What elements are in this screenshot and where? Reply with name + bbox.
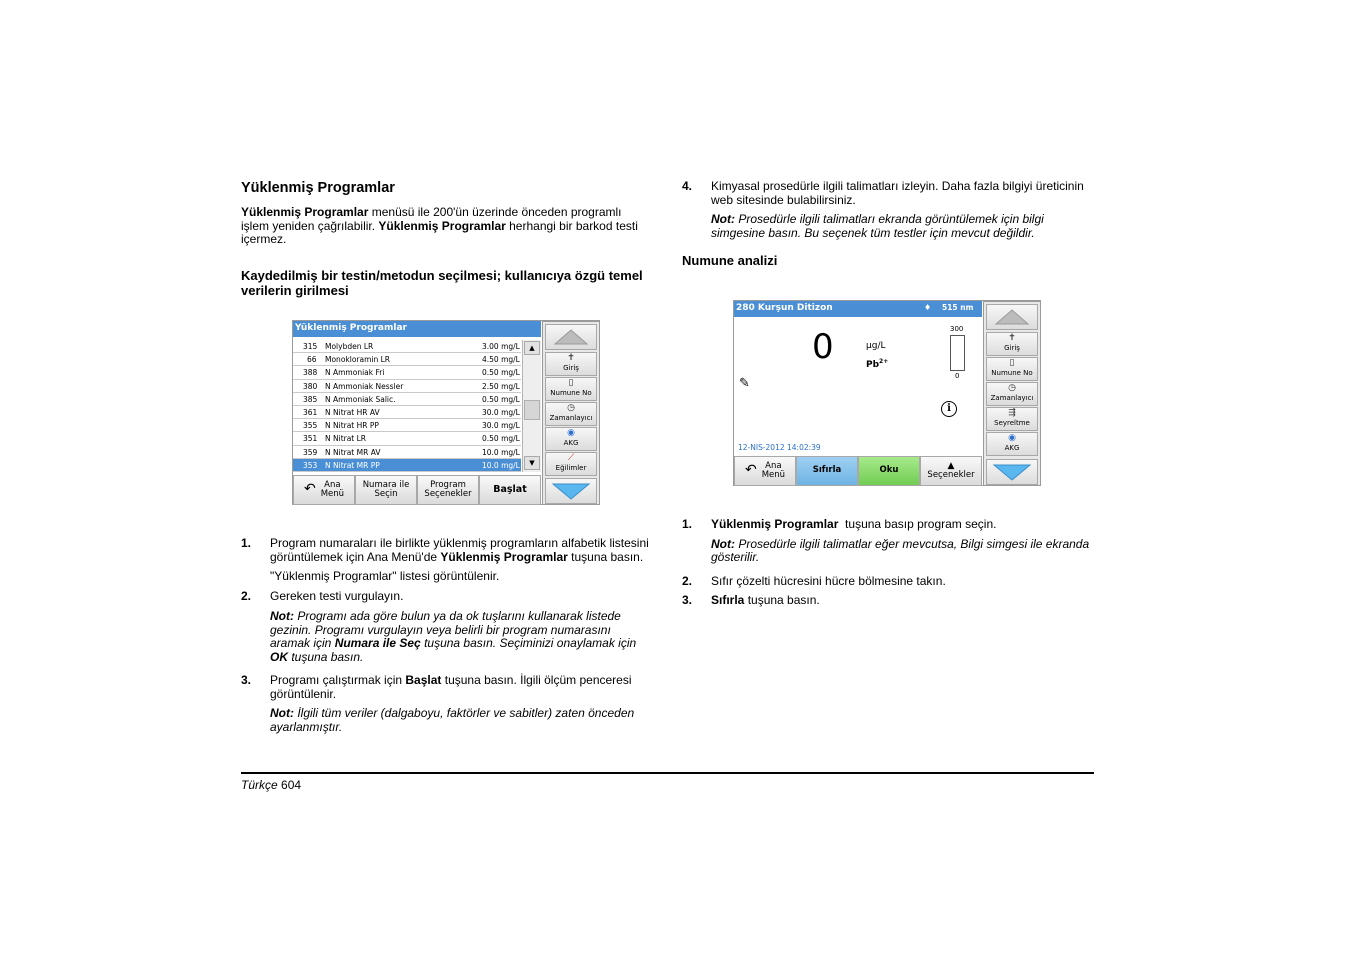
globe-icon: ◉ xyxy=(567,428,575,438)
footer-language: Türkçe xyxy=(241,778,278,792)
person-icon: ✝ xyxy=(567,353,575,363)
program-number: 355 xyxy=(303,421,318,431)
label-line: Seçin xyxy=(374,489,398,499)
program-name: N Nitrat LR xyxy=(325,434,367,444)
step-text: tuşuna basıp program seçin. xyxy=(838,517,997,531)
program-name: N Ammoniak Nessler xyxy=(325,381,404,391)
down-arrow-icon xyxy=(992,463,1032,481)
subheading: Kaydedilmiş bir testin/metodun seçilmesi; kullanıcıya özgü temel verilerin girilmesi xyxy=(241,267,643,298)
read-button[interactable] xyxy=(858,456,920,486)
timer-icon: ◷ xyxy=(567,403,575,413)
program-number: 351 xyxy=(303,434,318,444)
button-label xyxy=(363,481,410,500)
note-text: tuşuna basın. Seçiminizi onaylamak için xyxy=(420,636,637,650)
vial-icon: ▯ xyxy=(1009,358,1015,368)
step-bold: Yüklenmiş Programlar xyxy=(711,517,839,531)
program-number: 388 xyxy=(303,368,318,378)
step-2-note xyxy=(270,610,651,664)
button-label xyxy=(762,462,785,481)
chemical-species xyxy=(866,356,888,371)
button-label: Seçenekler xyxy=(927,469,975,480)
intro-bold-1: Yüklenmiş Programlar xyxy=(241,205,369,219)
step-text: tuşuna basın. İlgili ölçüm penceresi görüntülenir. xyxy=(270,673,632,701)
program-name: N Nitrat HR PP xyxy=(325,421,379,431)
main-menu-button[interactable] xyxy=(734,456,796,486)
main-menu-button[interactable] xyxy=(293,475,355,505)
subheading-sample-analysis: Numune analizi xyxy=(682,253,778,268)
step-number: 1. xyxy=(241,536,252,550)
button-label: Numune No xyxy=(991,369,1033,377)
step-3-note xyxy=(270,707,651,734)
up-arrow-button[interactable] xyxy=(986,304,1038,330)
bottom-toolbar xyxy=(293,475,541,505)
program-range: 30.0 mg/L xyxy=(482,421,520,431)
button-label: Zamanlayıcı xyxy=(549,414,593,422)
step-r3 xyxy=(682,594,1094,608)
program-number: 315 xyxy=(303,342,318,351)
select-by-number-button[interactable] xyxy=(355,475,417,505)
down-arrow-button[interactable] xyxy=(986,459,1038,485)
program-range: 30.0 mg/L xyxy=(482,408,520,417)
step-number: 2. xyxy=(682,573,693,588)
note-text: Prosedürle ilgili talimatlar eğer mevcutsa, Bilgi simgesi ile ekranda gösterilir. xyxy=(711,536,1090,564)
page-footer xyxy=(241,779,301,792)
program-number: 359 xyxy=(303,447,318,457)
button-label: Giriş xyxy=(1004,344,1020,352)
step-3 xyxy=(241,674,651,734)
note-label: Not: xyxy=(711,212,735,226)
button-label: Giriş xyxy=(563,364,579,372)
step-number: 3. xyxy=(682,593,693,607)
list-item[interactable] xyxy=(293,393,521,406)
intro-text-2: herhangi bir barkod testi içermez. xyxy=(241,218,638,246)
left-column xyxy=(241,180,651,298)
label-line: Ana xyxy=(765,460,782,471)
step-r3-text xyxy=(711,594,1094,608)
back-arrow-icon: ↶ xyxy=(744,462,757,479)
step-text: tuşuna basın. xyxy=(744,593,820,607)
sample-id-button[interactable] xyxy=(545,377,597,401)
step-number: 1. xyxy=(682,517,693,531)
trend-chart-icon: ⟋ xyxy=(567,453,575,463)
down-arrow-icon xyxy=(551,482,591,500)
button-label: Zamanlayıcı xyxy=(990,394,1034,402)
dilution-button[interactable] xyxy=(986,407,1038,431)
program-options-button[interactable] xyxy=(417,475,479,505)
start-button[interactable] xyxy=(479,475,541,505)
list-item[interactable] xyxy=(293,340,521,353)
note-text: Programı ada göre bulun ya da ok tuşlarını kullanarak listede gezinin. Programı vurgulayın veya belirli bir program numarasını aramak için xyxy=(270,609,621,650)
step-3-text xyxy=(270,674,651,701)
step-r2-text: Sıfır çözelti hücresini hücre bölmesine takın. xyxy=(711,573,946,588)
program-range: 0.50 mg/L xyxy=(482,368,520,378)
program-range: 3.00 mg/L xyxy=(482,342,520,351)
level-gauge xyxy=(950,335,965,371)
program-range: 0.50 mg/L xyxy=(482,434,520,444)
program-number: 361 xyxy=(303,408,318,417)
species-symbol: Pb xyxy=(866,360,880,370)
options-button[interactable] xyxy=(920,456,982,486)
program-title: 280 Kurşun Ditizon xyxy=(736,303,833,313)
label-line: Program xyxy=(430,479,466,490)
program-range: 10.0 mg/L xyxy=(482,447,520,457)
gauge-min-label: 0 xyxy=(955,372,960,380)
login-button[interactable] xyxy=(986,332,1038,356)
button-label xyxy=(321,481,344,500)
label-line: Numara ile xyxy=(362,479,410,490)
footer-rule xyxy=(241,772,1094,774)
dilution-icon: ⇶ xyxy=(1008,408,1016,418)
note-label: Not: xyxy=(270,609,294,623)
screen-title-bar xyxy=(734,301,982,317)
list-item[interactable] xyxy=(293,353,521,366)
sample-id-button[interactable] xyxy=(986,357,1038,381)
timer-button[interactable] xyxy=(545,402,597,426)
timer-icon: ◷ xyxy=(1008,383,1016,393)
note-bold: Numara ile Seç xyxy=(334,636,421,650)
button-label: AKG xyxy=(563,439,579,447)
program-name: N Nitrat HR AV xyxy=(325,408,380,417)
program-number: 66 xyxy=(307,355,317,365)
label-line: Seçenekler xyxy=(424,489,472,499)
list-item[interactable] xyxy=(293,406,521,419)
vial-icon: ▯ xyxy=(568,378,574,388)
scroll-thumb[interactable] xyxy=(524,400,540,420)
list-scrollbar[interactable] xyxy=(522,340,541,472)
program-name: N Ammoniak Fri xyxy=(325,368,385,378)
note-bold: OK xyxy=(270,649,288,664)
sidebar xyxy=(542,321,600,505)
step-4 xyxy=(682,180,1094,240)
step-r1-text xyxy=(711,518,1094,532)
sidebar xyxy=(983,301,1041,486)
step-2-text: Gereken testi vurgulayın. xyxy=(270,588,404,603)
button-label: Sıfırla xyxy=(812,465,842,476)
program-range: 2.50 mg/L xyxy=(482,381,520,391)
program-name: N Ammoniak Salic. xyxy=(325,394,396,404)
back-arrow-icon: ↶ xyxy=(303,481,316,498)
akg-button[interactable] xyxy=(986,432,1038,456)
button-label: Numune No xyxy=(550,389,592,397)
edit-note-icon[interactable]: ✎ xyxy=(739,376,750,391)
step-1 xyxy=(241,537,651,584)
timestamp: 12-NIS-2012 14:02:39 xyxy=(738,443,821,452)
step-2 xyxy=(241,590,651,665)
note-label: Not: xyxy=(711,536,735,551)
button-label: Seyreltme xyxy=(994,419,1030,427)
intro-text-1: menüsü ile 200'ün üzerinde önceden programlı işlem yeniden çağrılabilir. xyxy=(241,205,622,233)
akg-button[interactable] xyxy=(545,427,597,451)
bottom-toolbar xyxy=(734,456,982,486)
step-r1 xyxy=(682,518,1094,565)
program-name: N Nitrat MR PP xyxy=(325,460,380,470)
program-number: 353 xyxy=(303,460,318,470)
page-number: 604 xyxy=(281,778,302,792)
button-label xyxy=(424,481,471,500)
left-steps xyxy=(241,537,651,734)
step-4-note xyxy=(711,213,1094,240)
scroll-up-icon[interactable]: ▲ xyxy=(524,341,540,355)
screen-title: Yüklenmiş Programlar xyxy=(293,321,541,337)
label-line: Ana xyxy=(324,479,341,490)
step-text: tuşuna basın. xyxy=(567,549,644,564)
step-4-text: Kimyasal prosedürle ilgili talimatları izleyin. Daha fazla bilgiyi üreticinin web sitesinde bulabilirsiniz. xyxy=(711,179,1084,207)
measurement-screen xyxy=(733,300,1041,486)
trends-button[interactable] xyxy=(545,452,597,476)
program-range: 10.0 mg/L xyxy=(482,460,520,470)
step-text: Program numaraları ile birlikte yüklenmiş programların alfabetik listesini görüntülemek için Ana Menü'de xyxy=(270,536,649,564)
button-label: AKG xyxy=(1004,444,1020,452)
right-column xyxy=(682,180,1094,268)
label-line: Menü xyxy=(320,489,345,499)
zero-button[interactable] xyxy=(796,456,858,486)
button-label: Eğilimler xyxy=(555,464,587,472)
gauge-max-label: 300 xyxy=(950,325,964,333)
step-bold: Sıfırla xyxy=(711,593,745,607)
program-number: 380 xyxy=(303,381,318,391)
lamp-icon: ♦ xyxy=(924,303,932,312)
step-number: 2. xyxy=(241,588,252,603)
program-list[interactable] xyxy=(293,340,541,473)
down-arrow-button[interactable] xyxy=(545,478,597,504)
button-label: Başlat xyxy=(493,484,527,496)
globe-icon: ◉ xyxy=(1008,433,1016,443)
login-button[interactable] xyxy=(545,352,597,376)
info-icon[interactable]: i xyxy=(941,401,957,417)
button-label: Oku xyxy=(879,465,899,476)
step-1-result: "Yüklenmiş Programlar" listesi görüntülenir. xyxy=(270,569,500,583)
program-range: 4.50 mg/L xyxy=(482,355,520,365)
section-heading: Yüklenmiş Programlar xyxy=(241,180,395,196)
note-label: Not: xyxy=(270,706,294,720)
intro-bold-2: Yüklenmiş Programlar xyxy=(378,218,506,233)
scroll-down-icon[interactable]: ▼ xyxy=(524,456,540,470)
label-line: Menü xyxy=(761,470,786,480)
program-name: N Nitrat MR AV xyxy=(325,447,381,457)
wavelength-readout: 515 nm xyxy=(942,303,974,312)
step-r2 xyxy=(682,575,1094,589)
list-item[interactable] xyxy=(293,446,521,459)
species-charge: 2+ xyxy=(879,358,889,365)
measurement-value: 0 xyxy=(812,327,834,367)
step-1-text xyxy=(270,537,651,564)
step-r1-note xyxy=(711,538,1094,565)
step-bold: Yüklenmiş Programlar xyxy=(440,549,568,564)
right-steps xyxy=(682,518,1094,608)
loaded-programs-screen xyxy=(292,320,600,505)
step-bold: Başlat xyxy=(405,673,442,687)
measurement-unit: µg/L xyxy=(866,341,886,351)
person-icon: ✝ xyxy=(1008,333,1016,343)
up-arrow-button[interactable] xyxy=(545,324,597,350)
note-text: tuşuna basın. xyxy=(288,649,364,664)
list-item[interactable] xyxy=(293,380,521,393)
step-number: 3. xyxy=(241,673,252,687)
up-arrow-icon xyxy=(994,309,1030,325)
note-text: İlgili tüm veriler (dalgaboyu, faktörler ve sabitler) zaten önceden ayarlanmıştır. xyxy=(270,706,635,734)
program-name: Monokloramin LR xyxy=(325,355,391,365)
list-item[interactable] xyxy=(293,419,521,432)
program-range: 0.50 mg/L xyxy=(482,394,520,404)
list-item[interactable] xyxy=(293,366,521,379)
note-text: Prosedürle ilgili talimatları ekranda görüntülemek için bilgi simgesine basın. Bu seçenek tüm testler için mevcut değildir. xyxy=(711,212,1044,240)
timer-button[interactable] xyxy=(986,382,1038,406)
caret-up-icon: ▲ xyxy=(947,460,955,471)
step-text: Programı çalıştırmak için xyxy=(270,673,406,687)
up-arrow-icon xyxy=(553,329,589,345)
list-item-selected[interactable] xyxy=(293,459,521,472)
list-item[interactable] xyxy=(293,432,521,445)
program-name: Molybden LR xyxy=(325,342,374,351)
program-number: 385 xyxy=(303,394,318,404)
step-number: 4. xyxy=(682,179,693,193)
intro-paragraph xyxy=(241,206,651,247)
